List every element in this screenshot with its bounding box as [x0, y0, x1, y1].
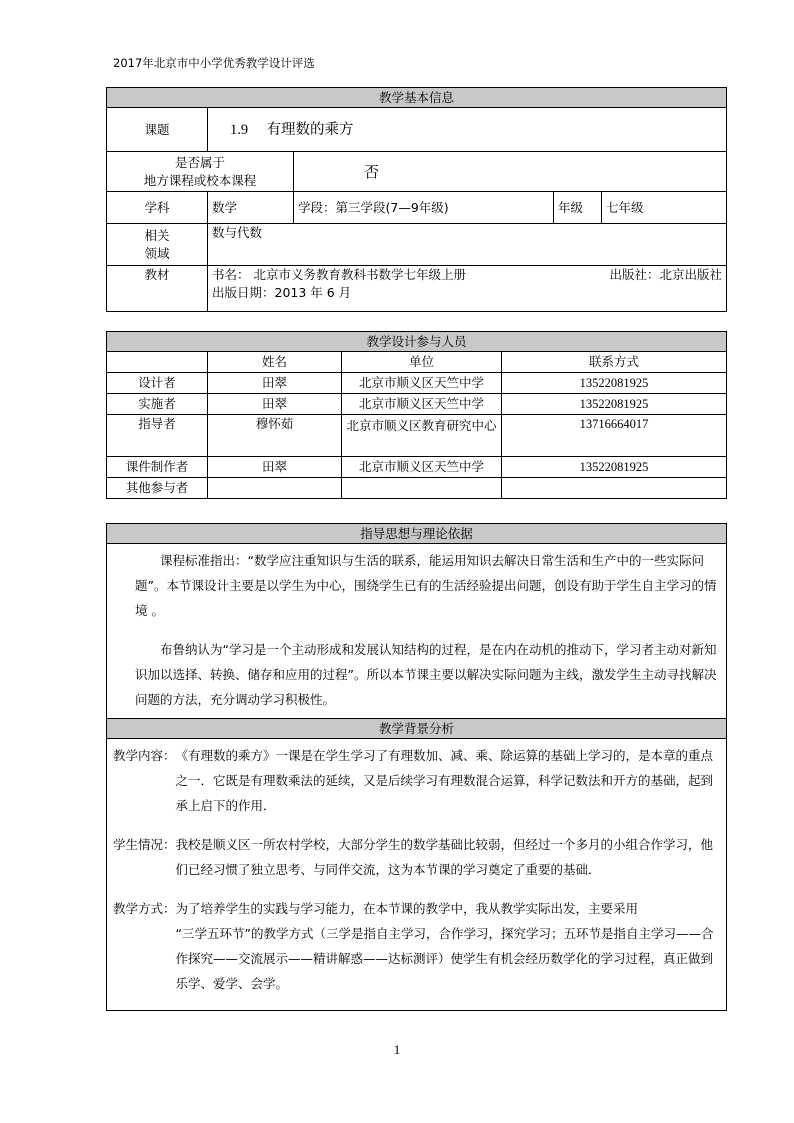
method-text: [176, 896, 718, 996]
students-label: 学生情况：: [113, 837, 176, 852]
table-row: [107, 457, 727, 478]
table-row: [107, 394, 727, 415]
domain-label-line1: 相关: [144, 227, 170, 243]
method-text-2: “三学五环节”的教学方式（三学是指自主学习，合作学习，探究学习；五环节是指自主学习——合作探究——交流展示——精讲解惑——达标测评）使学生有机会经历数学化的学习过程，真正做到乐学、爱学、会学。: [175, 926, 714, 991]
participants-title: 教学设计参与人员: [107, 332, 727, 352]
local-course-value: 否: [294, 152, 727, 192]
students-text: 我校是顺义区一所农村学校，大部分学生的数学基础比较弱，但经过一个多月的小组合作学习，他们已经习惯了独立思考、与同伴交流，这为本节课的学习奠定了重要的基础．: [175, 837, 714, 877]
page-number: 1: [393, 1042, 401, 1057]
domain-label: [107, 224, 208, 266]
grade-value: 七年级: [602, 192, 727, 224]
contact-cell: [502, 478, 727, 499]
unit-cell: 北京市顺义区教育研究中心: [342, 415, 502, 457]
guidance-title: 指导思想与理论依据: [107, 524, 727, 544]
method-text-1: 为了培养学生的实践与学习能力，在本节课的教学中，我从教学实际出发，主要采用: [175, 901, 639, 916]
unit-cell: [342, 478, 502, 499]
table-row: [107, 478, 727, 499]
name-cell: 穆怀茹: [208, 415, 342, 457]
publisher: 出版社：北京出版社: [609, 267, 722, 282]
background-body: [107, 739, 727, 1011]
local-course-label: [107, 152, 294, 192]
column-header: [107, 352, 208, 373]
textbook-info: [208, 266, 727, 312]
method-label: 教学方式：: [113, 901, 176, 916]
contact-cell: 13522081925: [502, 394, 727, 415]
grade-label: 年级: [554, 192, 602, 224]
subject-value: 数学: [208, 192, 294, 224]
local-label-line2: 地方课程或校本课程: [143, 172, 257, 188]
textbook-label: 教材: [107, 266, 208, 312]
analysis-table: [106, 523, 727, 1011]
course-name: 有理数的乘方: [266, 121, 354, 138]
textbook-name: 书名： 北京市义务教育教科书数学七年级上册: [212, 267, 466, 282]
basic-info-title: 教学基本信息: [107, 88, 727, 108]
contact-cell: 13716664017: [502, 415, 727, 457]
role-cell: 设计者: [107, 373, 208, 394]
students-section: [113, 832, 718, 882]
role-cell: 指导者: [107, 415, 208, 457]
content-text: 《有理数的乘方》一课是在学生学习了有理数加、减、乘、除运算的基础上学习的，是本章的重点之一．它既是有理数乘法的延续，又是后续学习有理数混合运算，科学记数法和开方的基础，起到承上启下的作用．: [175, 748, 714, 813]
role-cell: 实施者: [107, 394, 208, 415]
basic-info-table: [106, 87, 727, 312]
content-label: 教学内容：: [113, 748, 176, 763]
contact-cell: 13522081925: [502, 457, 727, 478]
role-cell: 其他参与者: [107, 478, 208, 499]
name-cell: 田翠: [208, 457, 342, 478]
guidance-paragraph: 课程标准指出：“数学应注重知识与生活的联系，能运用知识去解决日常生活和生产中的一些实际问题”。本节课设计主要是以学生为中心，围绕学生已有的生活经验提出问题，创设有助于学生自主学习的情境 。: [135, 553, 717, 618]
course-title: [208, 108, 727, 152]
contact-cell: 13522081925: [502, 373, 727, 394]
column-header: 姓名: [208, 352, 342, 373]
name-cell: [208, 478, 342, 499]
name-cell: 田翠: [208, 394, 342, 415]
unit-cell: 北京市顺义区天竺中学: [342, 457, 502, 478]
column-header: 联系方式: [502, 352, 727, 373]
unit-cell: 北京市顺义区天竺中学: [342, 394, 502, 415]
method-section: [113, 896, 718, 996]
table-row: [107, 415, 727, 457]
participants-table: [106, 331, 727, 499]
background-title: 教学背景分析: [107, 719, 727, 739]
local-label-line1: 是否属于: [174, 154, 225, 170]
table-row: [107, 373, 727, 394]
domain-label-line2: 领域: [144, 245, 170, 261]
subject-label: 学科: [107, 192, 208, 224]
domain-value: 数与代数: [208, 224, 727, 266]
course-label: 课题: [107, 108, 208, 152]
publish-date: 出版日期：2013 年 6 月: [212, 285, 352, 300]
content-section: [113, 743, 718, 818]
role-cell: 课件制作者: [107, 457, 208, 478]
guidance-paragraph: 布鲁纳认为“学习是一个主动形成和发展认知结构的过程，是在内在动机的推动下，学习者主动对新知识加以选择、转换、储存和应用的过程”。所以本节课主要以解决实际问题为主线，激发学生主动寻找解决问题的方法，充分调动学习积极性。: [135, 642, 717, 707]
page-header: 2017年北京市中小学优秀教学设计评选: [113, 56, 315, 70]
stage-value: 学段：第三学段(7—9年级): [294, 192, 554, 224]
name-cell: 田翠: [208, 373, 342, 394]
column-header: 单位: [342, 352, 502, 373]
guidance-body: [107, 544, 727, 719]
course-number: 1.9: [230, 121, 249, 138]
unit-cell: 北京市顺义区天竺中学: [342, 373, 502, 394]
